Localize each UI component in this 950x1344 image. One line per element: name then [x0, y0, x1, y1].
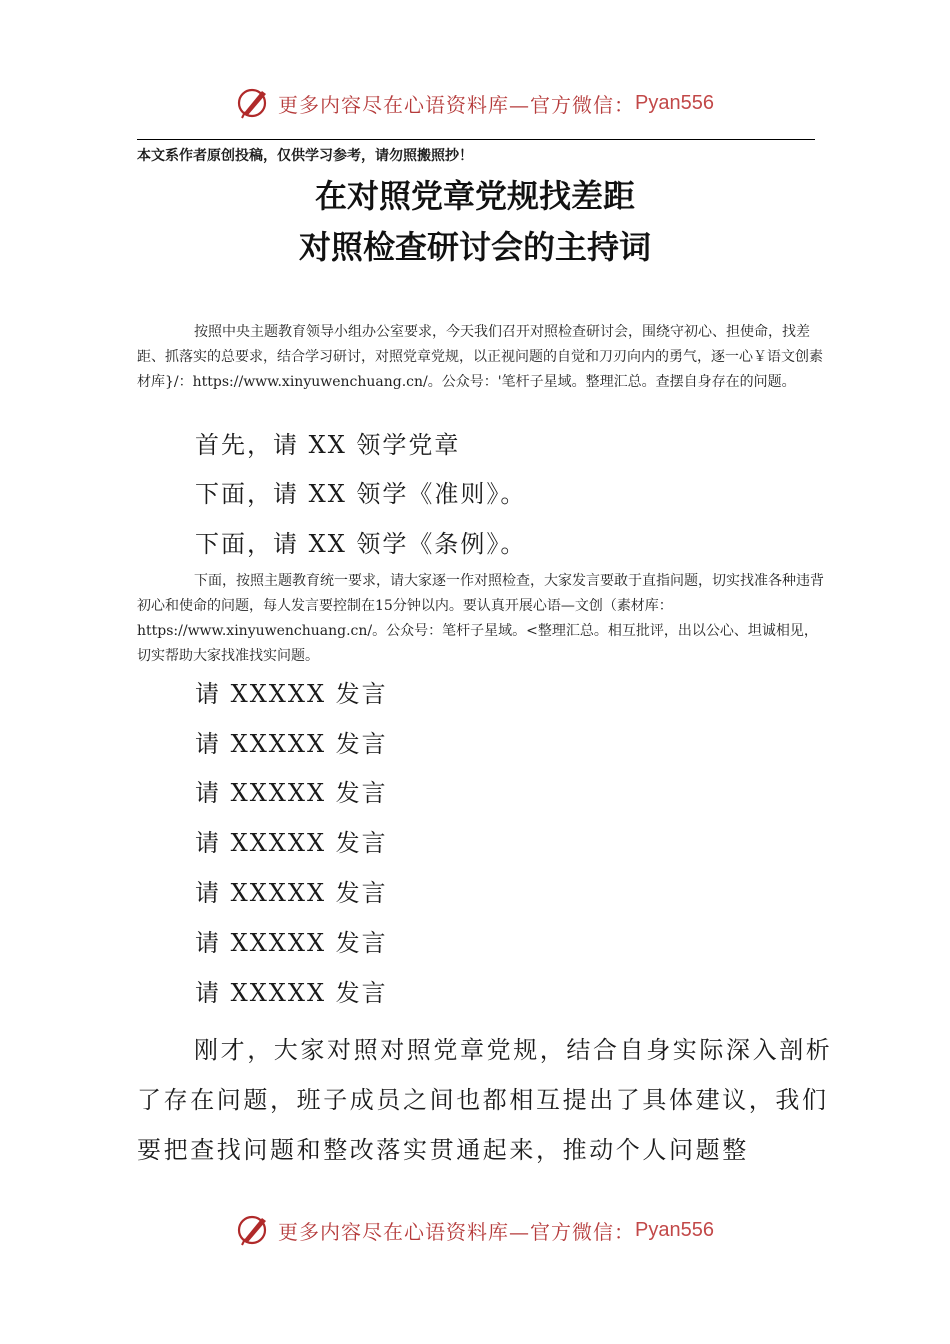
speaker-line-4: 请 XXXXX 发言: [195, 829, 388, 857]
speaker-line-1: 请 XXXXX 发言: [195, 680, 388, 708]
document-title-line-2: 对照检查研讨会的主持词: [298, 228, 651, 266]
quill-logo-icon: [236, 1212, 272, 1248]
closing-paragraph: 刚才，大家对照对照党章党规，结合自身实际深入剖析了存在问题，班子成员之间也都相互提出了具体建议，我们要把查找问题和整改落实贯通起来，推动个人问题整: [137, 1036, 833, 1164]
quill-logo-icon: [236, 85, 272, 121]
intro-paragraph: 按照中央主题教育领导小组办公室要求，今天我们召开对照检查研讨会，围绕守初心、担使命，找差距、抓落实的总要求，结合学习研讨，对照党章党规，以正视问题的自觉和刀刃向内的勇气，逐一心￥语文创素材库}/：https://www.xinyuwenchuang.cn/。公众号：'笔杆子星域。整理汇总。查摆自身存在的问题。: [137, 324, 823, 390]
header-watermark: [0, 83, 950, 123]
instruction-paragraph: 下面，按照主题教育统一要求，请大家逐一作对照检查，大家发言要敢于直指问题，切实找准各种违背初心和使命的问题，每人发言要控制在15分钟以内。要认真开展心语—文创（素材库：https://www.xinyuwenchuang.cn/。公众号：笔杆子星域。<整理汇总。相互批评，出以公心、坦诚相见，切实帮助大家找准找实问题。: [137, 573, 824, 664]
watermark-wechat-id: Pyan556: [635, 91, 714, 114]
speaker-line-6: 请 XXXXX 发言: [195, 929, 388, 957]
copyright-notice: 本文系作者原创投稿，仅供学习参考，请勿照搬照抄！: [137, 148, 473, 164]
study-line-2: 下面，请 XX 领学《准则》。: [195, 480, 527, 508]
speaker-line-2: 请 XXXXX 发言: [195, 730, 388, 758]
watermark-text: 更多内容尽在心语资料库—官方微信：: [278, 1219, 636, 1244]
header-rule: [137, 139, 815, 140]
speaker-line-7: 请 XXXXX 发言: [195, 979, 388, 1007]
footer-watermark: [0, 1210, 950, 1250]
watermark-text: 更多内容尽在心语资料库—官方微信：: [278, 92, 636, 117]
study-line-1: 首先，请 XX 领学党章: [195, 431, 461, 459]
document-title-line-1: 在对照党章党规找差距: [314, 177, 635, 215]
speaker-line-5: 请 XXXXX 发言: [195, 879, 388, 907]
speaker-line-3: 请 XXXXX 发言: [195, 779, 388, 807]
study-line-3: 下面，请 XX 领学《条例》。: [195, 530, 527, 558]
watermark-wechat-id: Pyan556: [635, 1218, 714, 1241]
